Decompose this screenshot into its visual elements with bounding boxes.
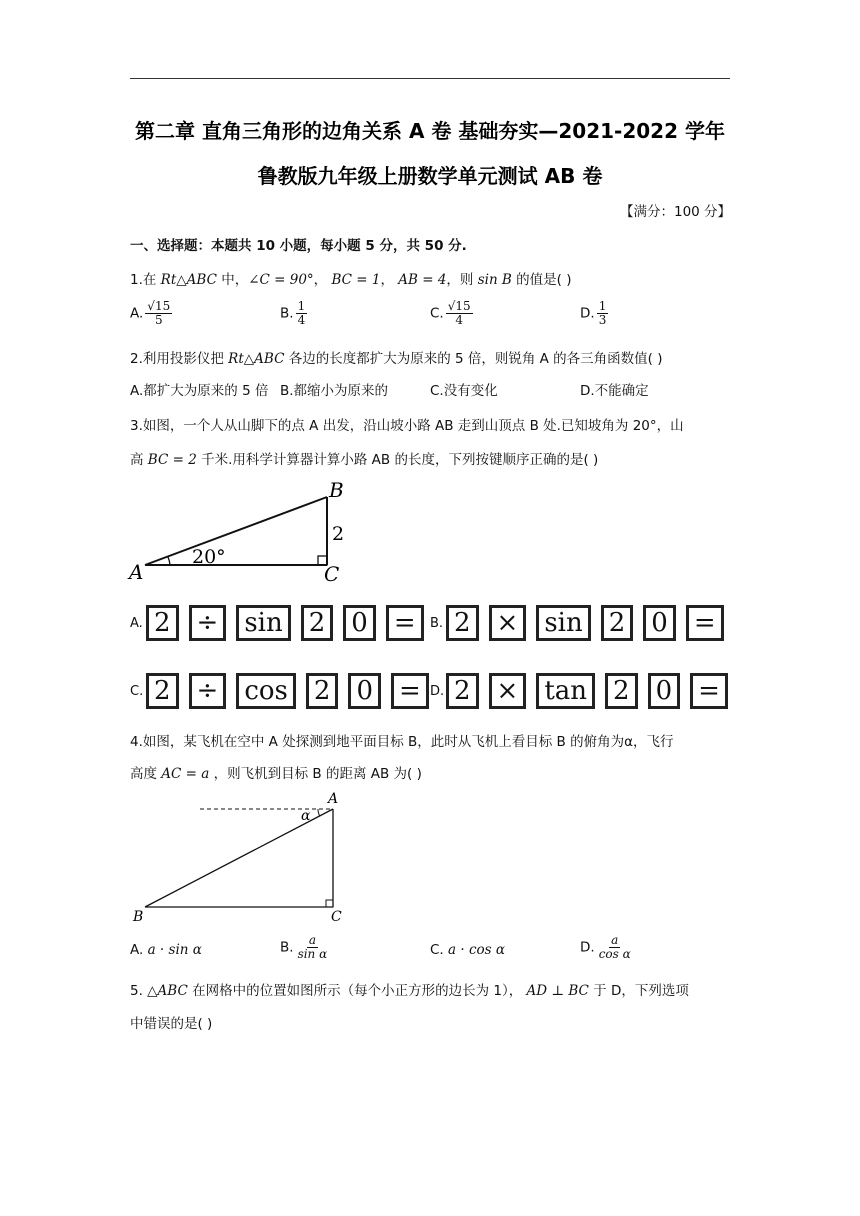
question-4-line2: 高度 AC = a ，则飞机到目标 B 的距离 AB 为( ) [130, 766, 422, 782]
q3-option-d-label: D. [430, 684, 445, 699]
key-multiply: × [489, 673, 527, 709]
q3-option-a-keys[interactable] [146, 605, 424, 641]
q4-option-a[interactable]: A. a · sin α [130, 942, 202, 958]
key-multiply: × [489, 605, 527, 641]
q1-option-b[interactable]: B. $\frac{1}{4}$ [280, 299, 306, 327]
question-5-line1: 5. △ABC 在网格中的位置如图所示（每个小正方形的边长为 1）， AD ⊥ BC 于 D，下列选项 [130, 983, 689, 999]
q4-triangle-figure [125, 788, 365, 926]
key-equals: = [690, 673, 728, 709]
key-2: 2 [146, 673, 179, 709]
q3-option-b-label: B. [430, 616, 444, 631]
key-2: 2 [146, 605, 179, 641]
key-tan: tan [536, 673, 595, 709]
page-title-line1: 第二章 直角三角形的边角关系 A 卷 基础夯实—2021-2022 学年 [135, 119, 725, 143]
q3-option-d-keys[interactable] [446, 673, 728, 709]
fig3-label-a: A [129, 560, 144, 584]
q3-option-b-keys[interactable] [446, 605, 724, 641]
question-3-line1: 3.如图，一个人从山脚下的点 A 出发，沿山坡小路 AB 走到山顶点 B 处.已知坡角为 20°，山 [130, 418, 684, 434]
key-2: 2 [306, 673, 339, 709]
key-divide: ÷ [189, 605, 227, 641]
key-sin: sin [536, 605, 590, 641]
key-2: 2 [446, 605, 479, 641]
section-heading: 一、选择题：本题共 10 小题，每小题 5 分，共 50 分. [130, 238, 467, 254]
key-0: 0 [648, 673, 681, 709]
q3-option-c-label: C. [130, 684, 144, 699]
key-0: 0 [348, 673, 381, 709]
key-equals: = [386, 605, 424, 641]
fig3-label-b: B [329, 478, 344, 502]
q4-option-c[interactable]: C. a · cos α [430, 942, 505, 958]
q1-option-c[interactable]: C. $\frac{√15}{4}$ [430, 299, 471, 327]
fig4-alpha: α [301, 808, 311, 824]
question-4-line1: 4.如图，某飞机在空中 A 处探测到地平面目标 B，此时从飞机上看目标 B 的俯角为α，飞行 [130, 734, 674, 750]
key-equals: = [391, 673, 429, 709]
q1-option-a[interactable]: A. $\frac{√15}{5}$ [130, 299, 171, 327]
question-3-line2: 高 BC = 2 千米.用科学计算器计算小路 AB 的长度，下列按键顺序正确的是( ) [130, 452, 599, 468]
q2-option-a[interactable]: A.都扩大为原来的 5 倍 [130, 383, 269, 399]
header-rule [130, 78, 730, 79]
key-cos: cos [236, 673, 296, 709]
fig4-label-b: B [133, 909, 144, 925]
key-2: 2 [446, 673, 479, 709]
key-0: 0 [643, 605, 676, 641]
q4-option-d[interactable]: D. $\frac{a}{\text{cos α}}$ [580, 933, 631, 961]
q3-option-a-label: A. [130, 616, 143, 631]
q1-option-d[interactable]: D. $\frac{1}{3}$ [580, 299, 607, 327]
page-title-line2: 鲁教版九年级上册数学单元测试 AB 卷 [257, 164, 603, 188]
fig3-label-c: C [324, 562, 340, 585]
q3-option-c-keys[interactable] [146, 673, 429, 709]
key-equals: = [686, 605, 724, 641]
question-2-stem: 2.利用投影仪把 Rt△ABC 各边的长度都扩大为原来的 5 倍，则锐角 A 的各三角函数值( ) [130, 351, 663, 367]
question-5-line2: 中错误的是( ) [130, 1016, 213, 1032]
score-note: 【满分：100 分】 [620, 204, 732, 220]
fig4-label-a: A [328, 791, 339, 807]
q2-option-c[interactable]: C.没有变化 [430, 383, 498, 399]
q2-option-d[interactable]: D.不能确定 [580, 383, 649, 399]
q4-option-b[interactable]: B. $\frac{a}{\text{sin α}}$ [280, 933, 328, 961]
key-sin: sin [236, 605, 290, 641]
q2-option-b[interactable]: B.都缩小为原来的 [280, 383, 389, 399]
key-2: 2 [301, 605, 334, 641]
key-divide: ÷ [189, 673, 227, 709]
key-2: 2 [605, 673, 638, 709]
key-2: 2 [601, 605, 634, 641]
q3-triangle-figure [125, 475, 365, 585]
fig3-side-length: 2 [332, 523, 345, 545]
fig3-angle: 20° [192, 546, 226, 568]
key-0: 0 [343, 605, 376, 641]
fig4-label-c: C [331, 909, 342, 925]
question-1-stem: 1.在 Rt△ABC 中，∠C = 90°， BC = 1， AB = 4，则 sin B 的值是( ) [130, 272, 572, 288]
